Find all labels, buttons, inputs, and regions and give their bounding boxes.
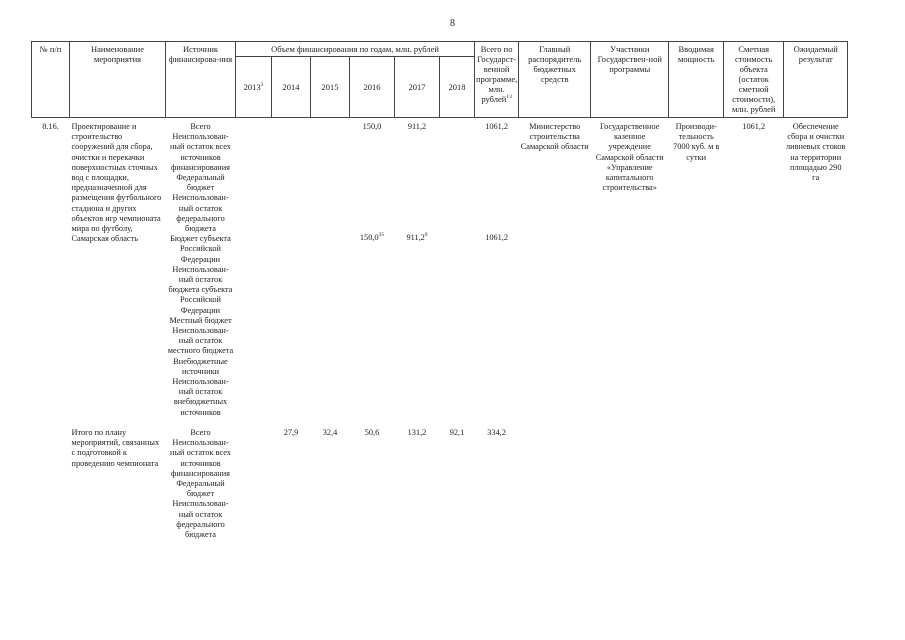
header-year-2015: 2015: [311, 57, 350, 118]
source-item: Неиспользован-ный остаток внебюджетных источников: [172, 377, 229, 417]
cell-2014: [272, 118, 311, 418]
cell-manager: [519, 418, 591, 540]
cell-2013: [236, 418, 272, 540]
header-year-2016: 2016: [350, 57, 395, 118]
header-year-2014: 2014: [272, 57, 311, 118]
cell-result: [784, 418, 848, 540]
cell-cost: 1061,2: [742, 122, 766, 131]
source-item: Бюджет субъекта Российской Федерации: [170, 234, 231, 264]
header-year-2017: 2017: [395, 57, 440, 118]
table-row: [32, 118, 848, 418]
header-year-2018: 2018: [440, 57, 475, 118]
cell-2013: [236, 118, 272, 418]
row-number: 8.16.: [42, 122, 59, 131]
cell-2015: 32,4: [322, 427, 338, 437]
header-row: [32, 42, 848, 57]
header-total: Всего по Государст-венной программе, млн. рублей$^{13}$: [475, 42, 519, 118]
header-num: № п/п: [32, 42, 70, 118]
value-region-sum: 1061,2: [485, 233, 509, 243]
cell-total: [475, 118, 519, 418]
source-item: Внебюджетные источники: [173, 356, 228, 376]
header-cost: Сметная стоимость объекта (остаток сметной стоимости), млн. рублей: [724, 42, 784, 118]
cell-result: Обеспечение сбора и очистки ливневых стоков на территории площадью 290 га: [786, 122, 846, 183]
cell-2017: 131,2: [407, 427, 427, 437]
cell-2014: 27,9: [283, 427, 299, 437]
cell-participant: Государственное казенное учреждение Самарской области «Управление капитального строительства»: [595, 122, 664, 193]
cell-2018: 92,1: [449, 427, 465, 437]
source-item: Местный бюджет: [169, 315, 232, 325]
source-item: Федеральный бюджет: [176, 478, 225, 499]
source-item: Неиспользован-ный остаток местного бюджета: [167, 326, 234, 356]
cell-manager: Министерство строительства Самарской области: [520, 122, 589, 152]
cell-2018: [440, 118, 475, 418]
source-item: Неиспользован-ный остаток всех источников финансирования: [170, 438, 231, 478]
source-item: Неиспользован-ный остаток всех источников финансирования: [170, 132, 231, 172]
cell-total: 334,2: [487, 427, 506, 437]
source-item: Неиспользован-ный остаток бюджета субъекта Российской Федерации: [168, 264, 233, 315]
source-item: Неиспользован-ный остаток федерального бюджета: [172, 193, 229, 234]
source-item: Федеральный бюджет: [176, 173, 225, 193]
header-name: Наименование мероприятия: [70, 42, 166, 118]
table-row: [32, 418, 848, 540]
header-participants: Участники Государствен-ной программы: [591, 42, 669, 118]
header-source: Источник финансирова-ния: [166, 42, 236, 118]
row-sources: [166, 118, 236, 418]
cell-2016: 50,6: [364, 427, 380, 437]
source-item: Неиспользован-ный остаток федерального бюджета: [172, 499, 229, 539]
row-sources: [166, 418, 236, 540]
value-total-sum: 1061,2: [485, 122, 509, 131]
row-name: Проектирование и строительство сооружений для сбора, очистки и перекачки поверхностных сточных вод с площадки, предназначенной для размещения футбольного стадиона и других объектов игр чемпионата мира по футболу, Самарская область: [71, 122, 162, 244]
cell-capacity: Производи-тельность 7000 куб. м в сутки: [673, 122, 720, 162]
financing-table: [31, 41, 848, 540]
value-region-2017: 911,2$^8$: [406, 232, 428, 243]
header-volume: Объем финансирования по годам, млн. рублей: [236, 42, 475, 57]
value-region-2016: 150,0$^{35}$: [359, 232, 385, 243]
header-result: Ожидаемый результат: [784, 42, 848, 118]
cell-cost: [724, 418, 784, 540]
source-item: Всего: [190, 122, 211, 131]
value-total-2016: 150,0: [362, 122, 382, 131]
row-number: [32, 418, 70, 540]
header-main-manager: Главный распорядитель бюджетных средств: [519, 42, 591, 118]
cell-participant: [591, 418, 669, 540]
header-capacity: Вводимая мощность: [669, 42, 724, 118]
row-name: Итого по плану мероприятий, связанных с подготовкой к проведению чемпионата: [71, 427, 160, 468]
value-total-2017: 911,2: [407, 122, 427, 131]
header-year-2013: 2013$^3$: [236, 57, 272, 118]
cell-capacity: [669, 418, 724, 540]
cell-2016: [350, 118, 395, 418]
cell-2017: [395, 118, 440, 418]
page-number: 8: [450, 18, 455, 29]
cell-2015: [311, 118, 350, 418]
source-item: Всего: [190, 427, 211, 437]
